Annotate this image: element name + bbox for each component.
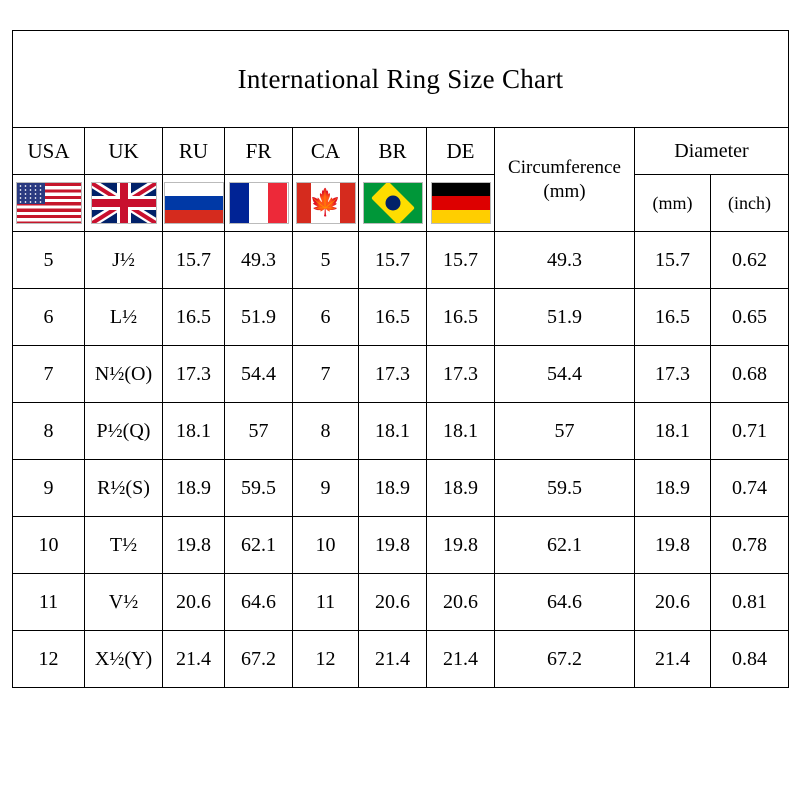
cell-circumference: 67.2 [495,631,635,688]
cell-diameter-inch: 0.81 [711,574,789,631]
cell-uk: L½ [85,289,163,346]
cell-fr: 54.4 [225,346,293,403]
cell-usa: 10 [13,517,85,574]
flag-cell-ru [163,175,225,232]
cell-ca: 9 [293,460,359,517]
cell-usa: 8 [13,403,85,460]
cell-ca: 10 [293,517,359,574]
cell-circumference: 64.6 [495,574,635,631]
flag-russia-icon [164,182,224,224]
cell-ca: 7 [293,346,359,403]
cell-ca: 6 [293,289,359,346]
cell-diameter-inch: 0.71 [711,403,789,460]
cell-fr: 57 [225,403,293,460]
cell-circumference: 57 [495,403,635,460]
flag-cell-uk [85,175,163,232]
cell-br: 15.7 [359,232,427,289]
cell-de: 18.1 [427,403,495,460]
cell-circumference: 54.4 [495,346,635,403]
table-row [13,346,789,403]
cell-fr: 62.1 [225,517,293,574]
cell-ru: 18.9 [163,460,225,517]
cell-br: 18.9 [359,460,427,517]
cell-diameter-inch: 0.74 [711,460,789,517]
flag-cell-usa [13,175,85,232]
cell-uk: X½(Y) [85,631,163,688]
cell-de: 18.9 [427,460,495,517]
cell-fr: 59.5 [225,460,293,517]
cell-br: 19.8 [359,517,427,574]
header-diameter-inch: (inch) [711,175,789,232]
cell-usa: 12 [13,631,85,688]
header-usa: USA [13,128,85,175]
ring-size-table [12,30,789,688]
cell-de: 17.3 [427,346,495,403]
chart-container [12,30,788,688]
cell-uk: R½(S) [85,460,163,517]
table-row [13,403,789,460]
cell-circumference: 62.1 [495,517,635,574]
header-circumference-line2: (mm) [543,180,586,202]
header-diameter-mm: (mm) [635,175,711,232]
header-flag-row [13,175,789,232]
cell-diameter-inch: 0.68 [711,346,789,403]
cell-ru: 18.1 [163,403,225,460]
cell-br: 17.3 [359,346,427,403]
cell-uk: N½(O) [85,346,163,403]
cell-usa: 6 [13,289,85,346]
cell-diameter-mm: 19.8 [635,517,711,574]
header-diameter: Diameter [635,128,789,175]
cell-de: 20.6 [427,574,495,631]
table-row [13,517,789,574]
flag-cell-br [359,175,427,232]
cell-uk: J½ [85,232,163,289]
table-row [13,460,789,517]
cell-ru: 20.6 [163,574,225,631]
cell-ca: 8 [293,403,359,460]
cell-ru: 16.5 [163,289,225,346]
cell-diameter-inch: 0.65 [711,289,789,346]
flag-usa-icon [16,182,82,224]
cell-diameter-mm: 21.4 [635,631,711,688]
cell-uk: P½(Q) [85,403,163,460]
cell-usa: 9 [13,460,85,517]
cell-circumference: 59.5 [495,460,635,517]
table-row [13,232,789,289]
flag-germany-icon [431,182,491,224]
header-fr: FR [225,128,293,175]
header-circumference [495,128,635,232]
cell-diameter-mm: 20.6 [635,574,711,631]
cell-fr: 64.6 [225,574,293,631]
table-row [13,631,789,688]
header-ru: RU [163,128,225,175]
cell-de: 21.4 [427,631,495,688]
cell-fr: 51.9 [225,289,293,346]
cell-diameter-mm: 15.7 [635,232,711,289]
cell-br: 20.6 [359,574,427,631]
cell-ca: 12 [293,631,359,688]
flag-uk-icon [91,182,157,224]
cell-diameter-mm: 17.3 [635,346,711,403]
cell-uk: V½ [85,574,163,631]
flag-france-icon [229,182,289,224]
flag-cell-de [427,175,495,232]
header-uk: UK [85,128,163,175]
cell-ru: 21.4 [163,631,225,688]
header-ca: CA [293,128,359,175]
cell-circumference: 51.9 [495,289,635,346]
cell-usa: 7 [13,346,85,403]
cell-de: 16.5 [427,289,495,346]
cell-usa: 5 [13,232,85,289]
cell-diameter-inch: 0.78 [711,517,789,574]
cell-ru: 17.3 [163,346,225,403]
cell-de: 19.8 [427,517,495,574]
page-title: International Ring Size Chart [13,31,789,128]
header-circumference-line1: Circumference [508,156,621,178]
flag-cell-ca [293,175,359,232]
cell-uk: T½ [85,517,163,574]
cell-diameter-mm: 16.5 [635,289,711,346]
table-row [13,574,789,631]
cell-br: 18.1 [359,403,427,460]
cell-usa: 11 [13,574,85,631]
cell-fr: 49.3 [225,232,293,289]
header-de: DE [427,128,495,175]
cell-br: 21.4 [359,631,427,688]
cell-diameter-mm: 18.9 [635,460,711,517]
cell-ca: 11 [293,574,359,631]
flag-brazil-icon [363,182,423,224]
cell-fr: 67.2 [225,631,293,688]
cell-ca: 5 [293,232,359,289]
cell-diameter-inch: 0.62 [711,232,789,289]
title-row [13,31,789,128]
cell-br: 16.5 [359,289,427,346]
table-row [13,289,789,346]
flag-cell-fr [225,175,293,232]
cell-circumference: 49.3 [495,232,635,289]
cell-diameter-mm: 18.1 [635,403,711,460]
header-label-row [13,128,789,175]
header-br: BR [359,128,427,175]
cell-ru: 19.8 [163,517,225,574]
cell-ru: 15.7 [163,232,225,289]
cell-de: 15.7 [427,232,495,289]
flag-canada-icon: 🍁 [296,182,356,224]
cell-diameter-inch: 0.84 [711,631,789,688]
